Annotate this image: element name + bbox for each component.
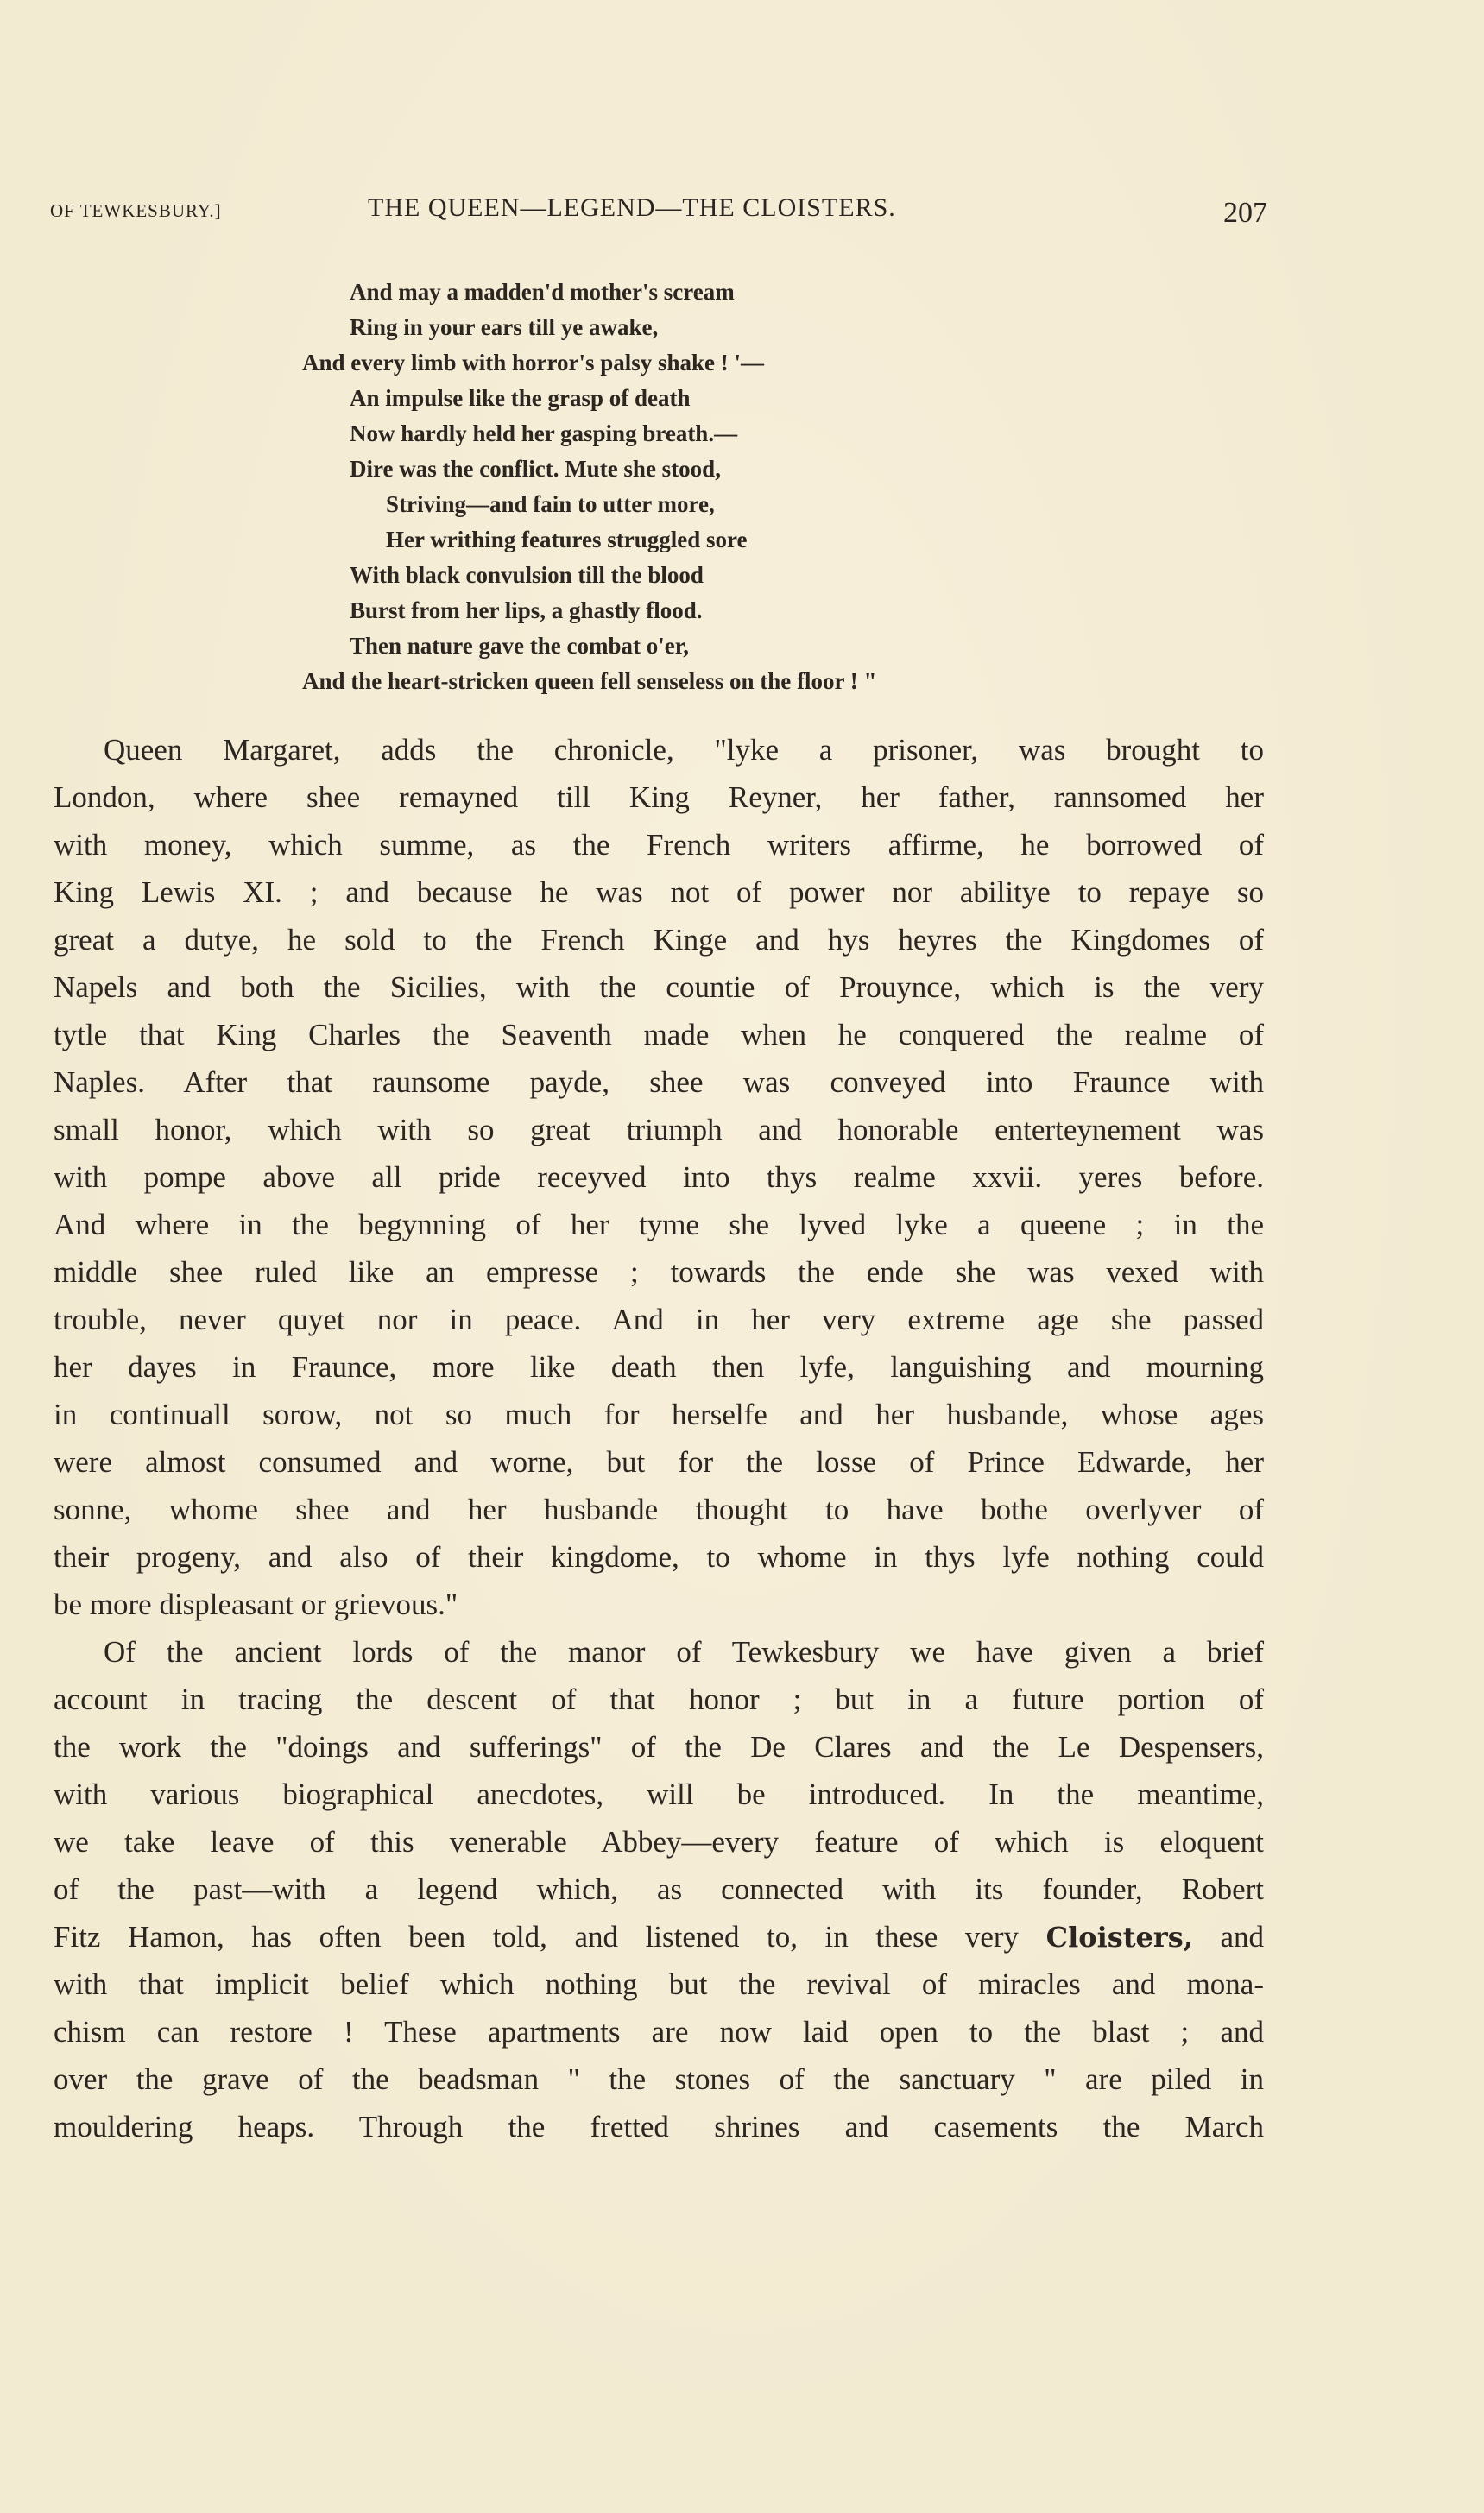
poem-line: Dire was the conflict. Mute she stood, <box>350 456 721 482</box>
poem-line: And may a madden'd mother's scream <box>350 279 735 305</box>
poem-line: Her writhing features struggled sore <box>386 527 748 552</box>
text-line: small honor, which with so great triumph and honorable enterteynement was <box>54 1113 1264 1146</box>
text-line: Naples. After that raunsome payde, shee was conveyed into Fraunce with <box>54 1065 1264 1099</box>
text-line: King Lewis XI. ; and because he was not of power nor abilitye to repaye so <box>54 875 1264 909</box>
text-line: And where in the begynning of her tyme she lyved lyke a queene ; in the <box>54 1208 1264 1241</box>
prose-body <box>54 726 1264 2150</box>
text-line: be more displeasant or grievous." <box>54 1588 458 1621</box>
text-line: their progeny, and also of their kingdome, to whome in thys lyfe nothing could <box>54 1540 1264 1574</box>
text-line: trouble, never quyet nor in peace. And in her very extreme age she passed <box>54 1303 1264 1336</box>
blackletter-word: Cloisters, <box>1045 1921 1193 1954</box>
text-line: sonne, whome shee and her husbande thought to have bothe overlyver of <box>54 1493 1264 1526</box>
running-header <box>50 192 1267 235</box>
text-line: great a dutye, he sold to the French Kinge and hys heyres the Kingdomes of <box>54 923 1264 957</box>
text-line: with pompe above all pride receyved into thys realme xxvii. yeres before. <box>54 1160 1264 1194</box>
text-line: with money, which summe, as the French writers affirme, he borrowed of <box>54 828 1264 862</box>
text-line: middle shee ruled like an empresse ; towards the ende she was vexed with <box>54 1255 1264 1289</box>
poem-line: With black convulsion till the blood <box>350 562 704 588</box>
poem-line: Ring in your ears till ye awake, <box>350 314 659 340</box>
poem-line: And every limb with horror's palsy shake ! '— <box>302 350 765 376</box>
poem-line: An impulse like the grasp of death <box>350 385 691 411</box>
text-line: Queen Margaret, adds the chronicle, "lyke a prisoner, was brought to <box>104 733 1264 767</box>
text-line: tytle that King Charles the Seaventh made when he conquered the realme of <box>54 1018 1264 1051</box>
text-line: were almost consumed and worne, but for the losse of Prince Edwarde, her <box>54 1445 1264 1479</box>
text-line: we take leave of this venerable Abbey—every feature of which is eloquent <box>54 1825 1264 1859</box>
text-line: with various biographical anecdotes, will be introduced. In the meantime, <box>54 1777 1264 1811</box>
text-line: account in tracing the descent of that honor ; but in a future portion of <box>54 1683 1264 1716</box>
paragraph-2 <box>54 1628 1264 2150</box>
poem-line: Striving—and fain to utter more, <box>386 491 715 517</box>
page-number: 207 <box>1223 197 1267 229</box>
line-text: Fitz Hamon, has often been told, and listened to, in these very <box>54 1920 1020 1954</box>
text-line: Of the ancient lords of the manor of Tewkesbury we have given a brief <box>104 1635 1264 1669</box>
text-line: in continuall sorow, not so much for herselfe and her husbande, whose ages <box>54 1398 1264 1431</box>
text-line: chism can restore ! These apartments are now laid open to the blast ; and <box>54 2015 1264 2049</box>
poem-line: Then nature gave the combat o'er, <box>350 633 689 659</box>
text-line: the work the "doings and sufferings" of the De Clares and the Le Despensers, <box>54 1730 1264 1764</box>
text-line: with that implicit belief which nothing but the revival of miracles and mona- <box>54 1967 1264 2001</box>
text-line: Napels and both the Sicilies, with the countie of Prouynce, which is the very <box>54 970 1264 1004</box>
text-line: mouldering heaps. Through the fretted shrines and casements the March <box>54 2110 1264 2144</box>
paragraph-1 <box>54 726 1264 1628</box>
text-line: London, where shee remayned till King Reyner, her father, rannsomed her <box>54 780 1264 814</box>
poem-line: Now hardly held her gasping breath.— <box>350 420 738 446</box>
header-left-text: OF TEWKESBURY.] <box>50 200 222 221</box>
header-title: THE QUEEN—LEGEND—THE CLOISTERS. <box>368 193 896 222</box>
poem-block <box>302 275 1079 699</box>
text-line: over the grave of the beadsman " the stones of the sanctuary " are piled in <box>54 2062 1264 2096</box>
line-text: and <box>1220 1920 1265 1954</box>
poem-line: And the heart-stricken queen fell senseless on the floor ! " <box>302 668 877 694</box>
text-line: of the past—with a legend which, as connected with its founder, Robert <box>54 1872 1264 1906</box>
text-line <box>54 1913 1264 1961</box>
poem-line: Burst from her lips, a ghastly flood. <box>350 597 703 623</box>
text-line: her dayes in Fraunce, more like death then lyfe, languishing and mourning <box>54 1350 1264 1384</box>
